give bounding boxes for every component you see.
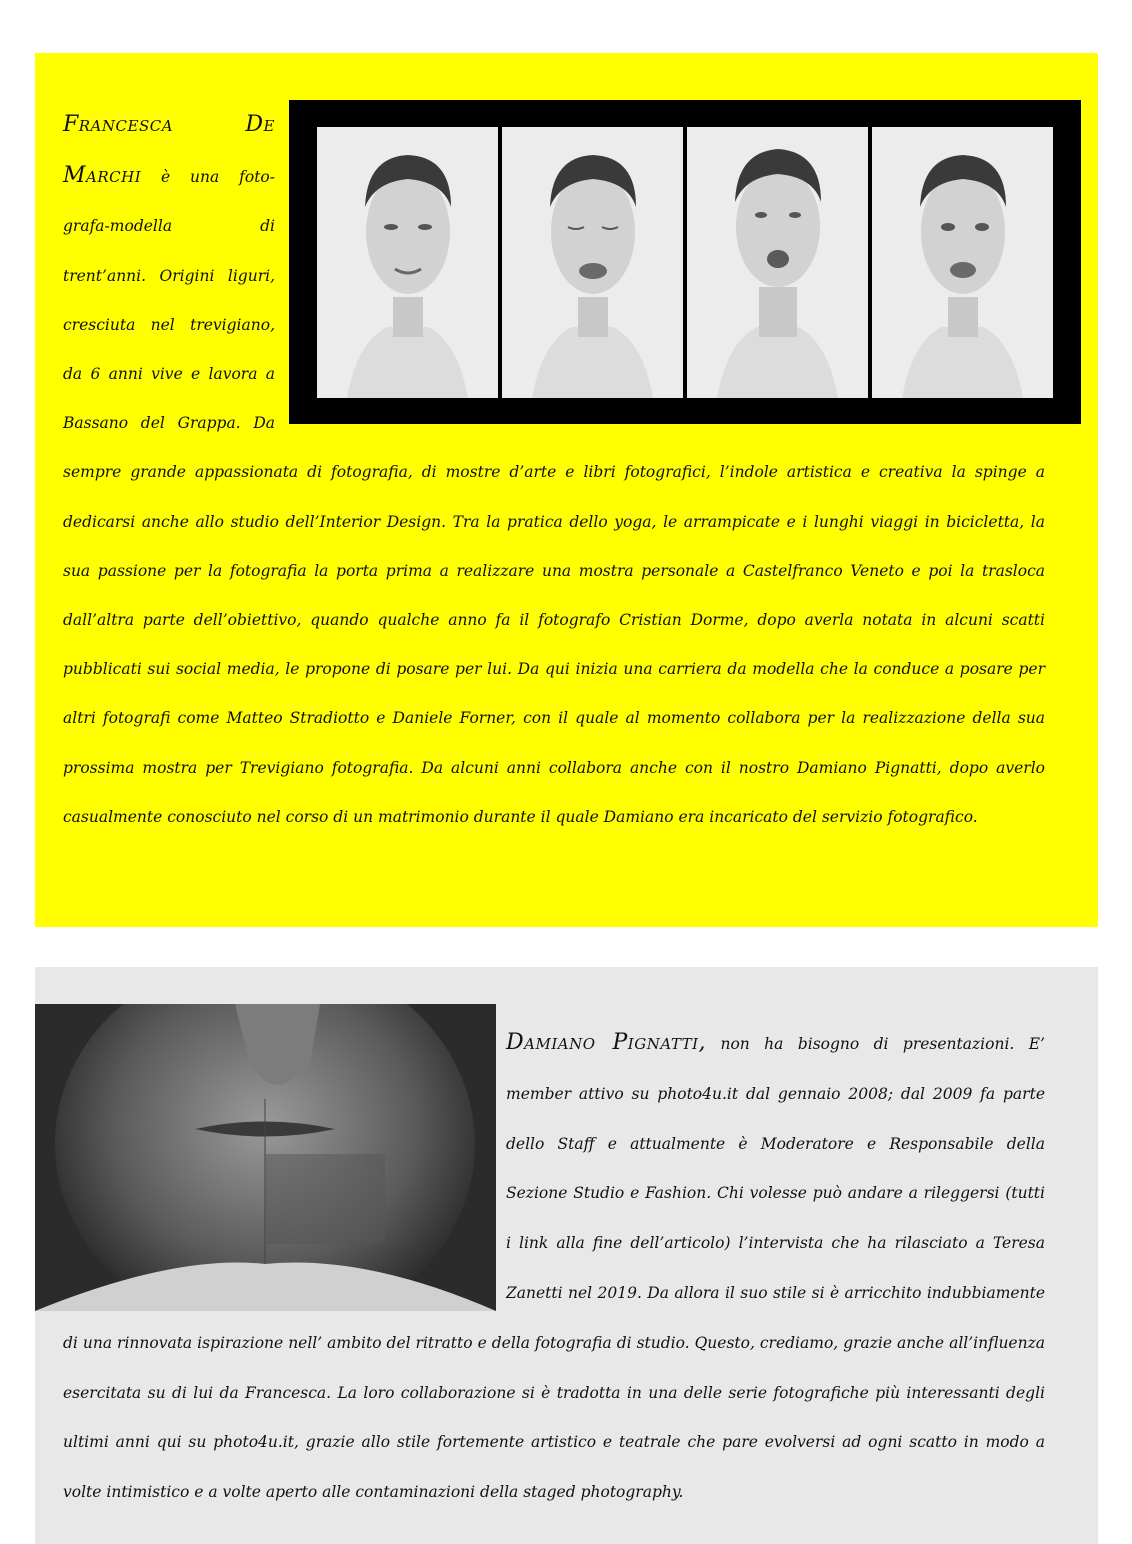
- profile-body-francesca: è una foto-grafa-modella di trent’anni. Origini liguri, cresciuta nel trevigiano, da 6 anni vive e lavora a Bassano del Grappa. Da sempre grande appassionata di fotografia, di mostre d’arte e libri fotografici, l’indole artistica e creativa la spinge a dedicarsi anche allo studio dell’Interior Design. Tra la pratica dello yoga, le arrampicate e i lunghi viaggi in bicicletta, la sua passione per la fotografia la porta prima a realizzare una mostra personale a Castelfranco Veneto e poi la trasloca dall’altra parte dell’obiettivo, quando qualche anno fa il fotografo Cristian Dorme, dopo averla notata in alcuni scatti pubblicati sui social media, le propone di posare per lui. Da qui inizia una carriera da modella che la conduce a posare per altri fotografi come Matteo Stradiotto e Daniele Forner, con il quale al momento collabora per la realizzazione della sua prossima mostra per Trevigiano fotografia. Da alcuni anni collabora anche con il nostro Damiano Pignatti, dopo averlo casualmente conosciuto nel corso di un matrimonio durante il quale Damiano era incaricato del servizio fotografico.: [63, 168, 1045, 826]
- profile-text-damiano: [63, 1018, 1045, 1518]
- profile-name-francesca: Francesca De Marchi: [63, 112, 275, 189]
- photo-frame-smiling: [317, 127, 498, 398]
- profile-body-damiano: non ha bisogno di presentazioni. E’ member attivo su photo4u.it dal gennaio 2008; dal 2009 fa parte dello Staff e attualmente è Moderatore e Responsabile della Sezione Studio e Fashion. Chi volesse può andare a rileggersi (tutti i link alla fine dell’articolo) l’intervista che ha rilasciato a Teresa Zanetti nel 2019. Da allora il suo stile si è arricchito indubbiamente di una rinnovata ispirazione nell’ ambito del ritratto e della fotografia di studio. Questo, crediamo, grazie anche all’influenza esercitata su di lui da Francesca. La loro collaborazione si è tradotta in una delle serie fotografiche più interessanti degli ultimi anni qui su photo4u.it, grazie allo stile fortemente artistico e teatrale che pare evolversi ad ogni scatto in modo a volte intimistico e a volte aperto alle contaminazioni della staged photography.: [63, 1035, 1045, 1502]
- portrait-photo-smiling: [317, 127, 498, 398]
- profile-name-damiano: Damiano Pignatti,: [506, 1030, 707, 1055]
- portrait-photo-glancing: [872, 127, 1053, 398]
- portrait-photo-looking-up: [687, 127, 868, 398]
- photo-frame-glancing: [872, 127, 1053, 398]
- photo-frame-eyes-closed: [502, 127, 683, 398]
- photo-strip: [289, 100, 1081, 424]
- profile-text-francesca: [63, 100, 1045, 842]
- portrait-photo-damiano: [35, 1004, 496, 1311]
- photo-frame-looking-up: [687, 127, 868, 398]
- portrait-image-damiano: [35, 1004, 496, 1311]
- portrait-photo-eyes-closed: [502, 127, 683, 398]
